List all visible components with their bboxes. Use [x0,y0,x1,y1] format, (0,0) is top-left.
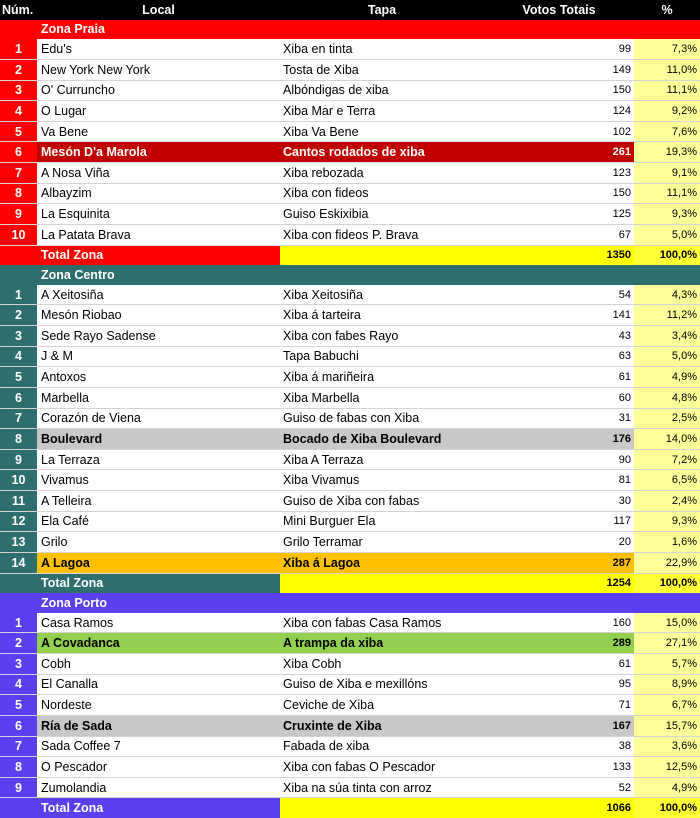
vote-percent: 9,3% [634,511,700,532]
total-spacer [280,245,484,265]
local-name: La Esquinita [37,204,280,225]
local-name: El Canalla [37,674,280,695]
zone-header-row [0,20,700,40]
vote-percent: 7,6% [634,121,700,142]
votes-count: 287 [484,552,634,573]
votes-count: 149 [484,59,634,80]
zone-total-row [0,245,700,265]
vote-percent: 9,1% [634,163,700,184]
votes-count: 123 [484,163,634,184]
local-name: O Pescador [37,757,280,778]
votes-count: 160 [484,613,634,633]
tapa-name: Xiba con fabas Casa Ramos [280,613,484,633]
vote-percent: 15,0% [634,613,700,633]
vote-percent: 2,5% [634,408,700,429]
local-name: Cobh [37,654,280,675]
table-row [0,757,700,778]
local-name: La Terraza [37,449,280,470]
local-name: Corazón de Viena [37,408,280,429]
tapa-name: Albóndigas de xiba [280,80,484,101]
tapa-name: Xiba á Lagoa [280,552,484,573]
row-number: 5 [0,367,37,388]
zone-header-row [0,265,700,285]
row-number: 2 [0,59,37,80]
local-name: Zumolandia [37,777,280,798]
votes-count: 20 [484,532,634,553]
total-votes: 1350 [484,245,634,265]
header-votes: Votos Totais [484,0,634,20]
votes-count: 176 [484,429,634,450]
table-row [0,224,700,245]
vote-percent: 27,1% [634,633,700,654]
local-name: Grilo [37,532,280,553]
votes-count: 81 [484,470,634,491]
row-number: 10 [0,224,37,245]
table-row [0,121,700,142]
tapa-name: Ceviche de Xiba [280,695,484,716]
table-row [0,163,700,184]
row-number: 1 [0,613,37,633]
local-name: New York New York [37,59,280,80]
table-row [0,59,700,80]
table-row [0,777,700,798]
table-row [0,387,700,408]
tapa-name: Xiba A Terraza [280,449,484,470]
votes-count: 38 [484,736,634,757]
local-name: O' Curruncho [37,80,280,101]
row-number: 4 [0,346,37,367]
vote-percent: 1,6% [634,532,700,553]
vote-percent: 4,9% [634,367,700,388]
tapa-name: Xiba Marbella [280,387,484,408]
total-percent: 100,0% [634,573,700,593]
vote-percent: 5,0% [634,346,700,367]
total-percent: 100,0% [634,245,700,265]
local-name: Va Bene [37,121,280,142]
row-number: 1 [0,285,37,305]
zone-title: Zona Centro [41,267,115,282]
votes-count: 167 [484,715,634,736]
total-num-cell [0,573,37,593]
local-name: Sada Coffee 7 [37,736,280,757]
tapa-name: Xiba Va Bene [280,121,484,142]
local-name: Ría de Sada [37,715,280,736]
table-row [0,674,700,695]
table-row [0,305,700,326]
vote-percent: 4,3% [634,285,700,305]
local-name: Marbella [37,387,280,408]
zone-title: Zona Praia [41,22,105,37]
row-number: 12 [0,511,37,532]
row-number: 8 [0,429,37,450]
votes-count: 67 [484,224,634,245]
votes-count: 124 [484,101,634,122]
local-name: A Lagoa [37,552,280,573]
row-number: 11 [0,491,37,512]
tapa-name: Mini Burguer Ela [280,511,484,532]
table-row [0,715,700,736]
votes-count: 150 [484,80,634,101]
tapa-name: Bocado de Xiba Boulevard [280,429,484,450]
tapa-name: Xiba á mariñeira [280,367,484,388]
tapa-name: Guiso Eskixibia [280,204,484,225]
zone-header-row [0,593,700,613]
tapa-name: Cantos rodados de xiba [280,142,484,163]
tapa-name: Guiso de Xiba con fabas [280,491,484,512]
tapa-name: Grilo Terramar [280,532,484,553]
local-name: O Lugar [37,101,280,122]
total-num-cell [0,245,37,265]
vote-percent: 11,0% [634,59,700,80]
votes-count: 43 [484,326,634,347]
vote-percent: 2,4% [634,491,700,512]
votes-count: 61 [484,654,634,675]
row-number: 3 [0,80,37,101]
row-number: 7 [0,408,37,429]
vote-percent: 14,0% [634,429,700,450]
vote-percent: 11,1% [634,183,700,204]
row-number: 9 [0,449,37,470]
vote-percent: 3,4% [634,326,700,347]
table-row [0,408,700,429]
vote-percent: 3,6% [634,736,700,757]
tapa-name: Guiso de fabas con Xiba [280,408,484,429]
total-percent: 100,0% [634,798,700,818]
table-row [0,80,700,101]
header-tapa: Tapa [280,0,484,20]
total-votes: 1066 [484,798,634,818]
local-name: Albayzim [37,183,280,204]
vote-percent: 5,0% [634,224,700,245]
votes-count: 261 [484,142,634,163]
local-name: Casa Ramos [37,613,280,633]
row-number: 4 [0,674,37,695]
vote-percent: 22,9% [634,552,700,573]
vote-percent: 12,5% [634,757,700,778]
votes-count: 99 [484,39,634,59]
table-row [0,552,700,573]
votes-count: 125 [484,204,634,225]
zone-total-row [0,573,700,593]
header-pct: % [634,0,700,20]
row-number: 14 [0,552,37,573]
table-row [0,429,700,450]
votes-count: 141 [484,305,634,326]
tapa-name: Xiba á tarteira [280,305,484,326]
row-number: 6 [0,142,37,163]
local-name: A Xeitosiña [37,285,280,305]
tapa-name: Xiba con fideos P. Brava [280,224,484,245]
tapa-name: Tapa Babuchi [280,346,484,367]
votes-count: 61 [484,367,634,388]
local-name: Boulevard [37,429,280,450]
local-name: J & M [37,346,280,367]
vote-percent: 4,9% [634,777,700,798]
vote-percent: 19,3% [634,142,700,163]
votes-count: 289 [484,633,634,654]
vote-percent: 9,3% [634,204,700,225]
table-row [0,695,700,716]
table-row [0,285,700,305]
table-row [0,367,700,388]
vote-percent: 4,8% [634,387,700,408]
vote-percent: 11,2% [634,305,700,326]
table-row [0,204,700,225]
votes-count: 102 [484,121,634,142]
row-number: 8 [0,757,37,778]
total-label: Total Zona [37,798,280,818]
tapa-name: Cruxinte de Xiba [280,715,484,736]
local-name: Ela Café [37,511,280,532]
table-row [0,470,700,491]
local-name: Mesón Riobao [37,305,280,326]
local-name: A Nosa Viña [37,163,280,184]
header-local: Local [37,0,280,20]
row-number: 2 [0,305,37,326]
row-number: 8 [0,183,37,204]
local-name: Edu's [37,39,280,59]
table-row [0,654,700,675]
votes-count: 63 [484,346,634,367]
local-name: Mesón D'a Marola [37,142,280,163]
table-row [0,633,700,654]
local-name: Sede Rayo Sadense [37,326,280,347]
votes-count: 52 [484,777,634,798]
row-number: 13 [0,532,37,553]
tapa-name: Xiba con fabas O Pescador [280,757,484,778]
row-number: 7 [0,736,37,757]
row-number: 1 [0,39,37,59]
row-number: 2 [0,633,37,654]
vote-percent: 11,1% [634,80,700,101]
table-row [0,532,700,553]
votes-count: 95 [484,674,634,695]
table-row [0,326,700,347]
vote-percent: 9,2% [634,101,700,122]
row-number: 10 [0,470,37,491]
row-number: 9 [0,204,37,225]
header-num: Núm. [0,0,37,20]
row-number: 5 [0,695,37,716]
tapa-name: Xiba Xeitosiña [280,285,484,305]
vote-percent: 7,2% [634,449,700,470]
row-number: 3 [0,654,37,675]
tapa-name: Xiba na súa tinta con arroz [280,777,484,798]
local-name: Nordeste [37,695,280,716]
votes-count: 150 [484,183,634,204]
tapa-name: Xiba con fideos [280,183,484,204]
tapa-name: Xiba en tinta [280,39,484,59]
row-number: 6 [0,387,37,408]
total-label: Total Zona [37,245,280,265]
tapa-name: Tosta de Xiba [280,59,484,80]
vote-percent: 6,7% [634,695,700,716]
table-row [0,346,700,367]
row-number: 4 [0,101,37,122]
zone-num-cell [0,265,37,285]
row-number: 5 [0,121,37,142]
zone-num-cell [0,20,37,40]
tapa-name: Guiso de Xiba e mexillóns [280,674,484,695]
vote-percent: 8,9% [634,674,700,695]
table-row [0,491,700,512]
row-number: 9 [0,777,37,798]
local-name: A Telleira [37,491,280,512]
local-name: La Patata Brava [37,224,280,245]
local-name: Vivamus [37,470,280,491]
vote-percent: 15,7% [634,715,700,736]
row-number: 6 [0,715,37,736]
zone-num-cell [0,593,37,613]
table-row [0,736,700,757]
votes-count: 90 [484,449,634,470]
tapa-name: A trampa da xiba [280,633,484,654]
tapa-name: Xiba Mar e Terra [280,101,484,122]
total-votes: 1254 [484,573,634,593]
votes-count: 30 [484,491,634,512]
votes-count: 133 [484,757,634,778]
tapa-name: Xiba con fabes Rayo [280,326,484,347]
votes-count: 60 [484,387,634,408]
zone-title: Zona Porto [41,595,107,610]
table-row [0,511,700,532]
votes-count: 31 [484,408,634,429]
table-row [0,449,700,470]
table-row [0,142,700,163]
votes-count: 54 [484,285,634,305]
table-row [0,101,700,122]
total-spacer [280,573,484,593]
header-row [0,0,700,20]
table-row [0,613,700,633]
local-name: A Covadanca [37,633,280,654]
tapa-name: Fabada de xiba [280,736,484,757]
row-number: 3 [0,326,37,347]
tapa-name: Xiba rebozada [280,163,484,184]
votes-count: 117 [484,511,634,532]
vote-percent: 6,5% [634,470,700,491]
tapa-name: Xiba Cobh [280,654,484,675]
total-label: Total Zona [37,573,280,593]
vote-percent: 5,7% [634,654,700,675]
table-row [0,39,700,59]
votes-count: 71 [484,695,634,716]
tapa-name: Xiba Vivamus [280,470,484,491]
vote-percent: 7,3% [634,39,700,59]
row-number: 7 [0,163,37,184]
local-name: Antoxos [37,367,280,388]
table-row [0,183,700,204]
